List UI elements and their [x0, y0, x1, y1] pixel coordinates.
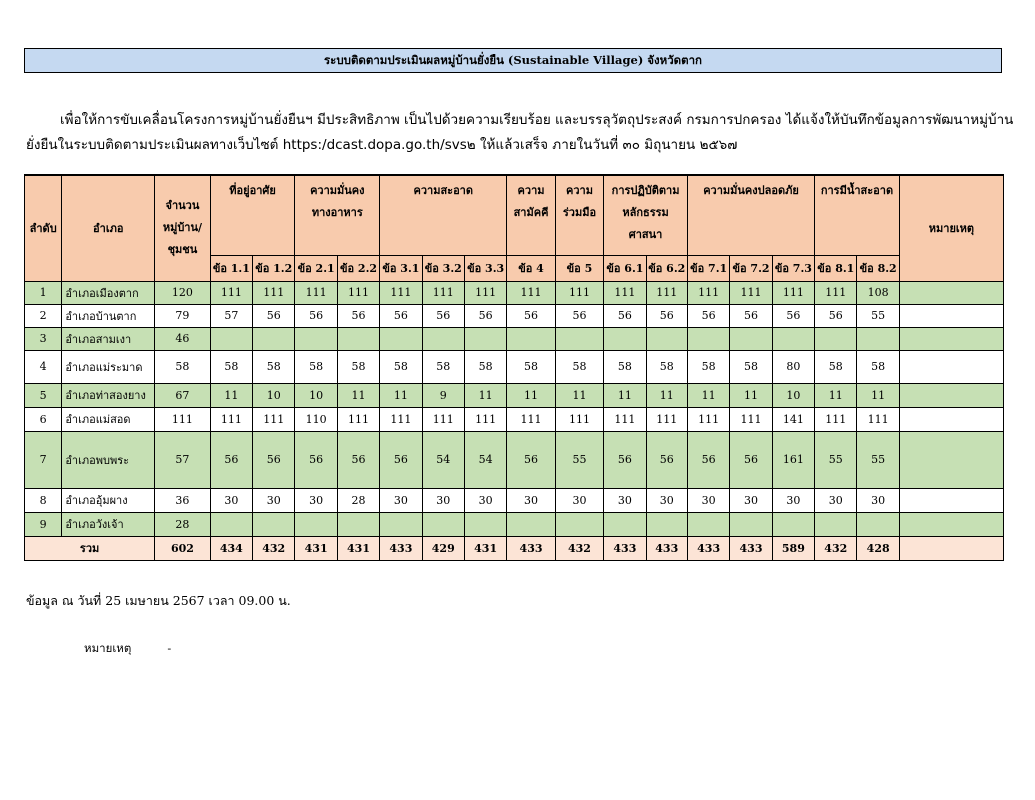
row-value: 11: [210, 383, 252, 407]
header-item: ข้อ 8.2: [857, 255, 899, 281]
row-value: 11: [380, 383, 422, 407]
row-value: [507, 512, 555, 536]
header-item: ข้อ 2.1: [295, 255, 337, 281]
row-value: 11: [337, 383, 379, 407]
table-row: [25, 281, 1004, 304]
total-value: 433: [646, 536, 687, 560]
row-value: 30: [857, 488, 899, 512]
row-value: 56: [730, 304, 772, 327]
row-remark: [899, 512, 1003, 536]
row-villages: 46: [155, 327, 211, 350]
header-group-line: การปฏิบัติตาม: [611, 184, 680, 197]
remark-note: [84, 640, 171, 658]
row-value: 111: [555, 281, 603, 304]
row-value: [772, 512, 814, 536]
total-value: 432: [555, 536, 603, 560]
row-value: [555, 512, 603, 536]
row-district: อำเภอพบพระ: [62, 431, 155, 488]
header-remark: หมายเหตุ: [899, 175, 1003, 281]
row-value: 10: [295, 383, 337, 407]
row-value: 58: [815, 350, 857, 383]
report-title: ระบบติดตามประเมินผลหมู่บ้านยั่งยืน (Sustainable Village) จังหวัดตาก: [24, 48, 1002, 73]
row-value: 141: [772, 407, 814, 431]
row-remark: [899, 281, 1003, 304]
row-villages: 67: [155, 383, 211, 407]
header-group-line: ร่วมมือ: [562, 206, 597, 219]
row-value: [210, 327, 252, 350]
row-value: 56: [772, 304, 814, 327]
total-villages: 602: [155, 536, 211, 560]
header-group-line: ทางอาหาร: [311, 206, 363, 219]
row-value: 57: [210, 304, 252, 327]
header-group-line: ความ: [565, 184, 593, 197]
row-value: 111: [380, 407, 422, 431]
header-district: อำเภอ: [62, 175, 155, 281]
row-value: 111: [772, 281, 814, 304]
row-villages: 111: [155, 407, 211, 431]
row-value: 108: [857, 281, 899, 304]
row-value: 111: [295, 281, 337, 304]
row-value: 111: [646, 281, 687, 304]
row-value: 54: [464, 431, 506, 488]
row-value: 56: [295, 431, 337, 488]
header-item: ข้อ 5: [555, 255, 603, 281]
row-value: 56: [730, 431, 772, 488]
row-value: [687, 327, 729, 350]
row-value: 11: [687, 383, 729, 407]
table-row: [25, 304, 1004, 327]
row-value: 56: [380, 304, 422, 327]
header-item: ข้อ 6.2: [646, 255, 687, 281]
header-group-line: ศาสนา: [628, 228, 663, 241]
row-value: 111: [422, 281, 464, 304]
row-order: 5: [25, 383, 62, 407]
row-value: 56: [687, 304, 729, 327]
row-value: 30: [555, 488, 603, 512]
row-value: 54: [422, 431, 464, 488]
total-value: 431: [464, 536, 506, 560]
row-value: 56: [337, 431, 379, 488]
header-villages-line: จำนวน: [165, 199, 200, 213]
row-remark: [899, 407, 1003, 431]
row-value: [857, 327, 899, 350]
header-item: ข้อ 7.2: [730, 255, 772, 281]
table-row: [25, 431, 1004, 488]
row-order: 7: [25, 431, 62, 488]
row-value: 111: [815, 407, 857, 431]
row-value: [253, 327, 295, 350]
row-district: อำเภอวังเจ้า: [62, 512, 155, 536]
row-value: [730, 327, 772, 350]
row-value: [295, 327, 337, 350]
row-value: 56: [604, 431, 646, 488]
row-value: 11: [857, 383, 899, 407]
row-value: 30: [380, 488, 422, 512]
row-value: 111: [210, 407, 252, 431]
row-value: 56: [422, 304, 464, 327]
total-value: 431: [337, 536, 379, 560]
row-district: อำเภอแม่ระมาด: [62, 350, 155, 383]
header-group: [507, 175, 555, 255]
summary-table: [24, 174, 1004, 561]
row-district: อำเภออุ้มผาง: [62, 488, 155, 512]
row-remark: [899, 383, 1003, 407]
row-district: อำเภอเมืองตาก: [62, 281, 155, 304]
row-value: 30: [253, 488, 295, 512]
row-value: 56: [295, 304, 337, 327]
total-value: 433: [730, 536, 772, 560]
row-value: 56: [337, 304, 379, 327]
row-value: [295, 512, 337, 536]
table-row: [25, 488, 1004, 512]
row-value: 111: [815, 281, 857, 304]
row-order: 8: [25, 488, 62, 512]
total-value: 434: [210, 536, 252, 560]
row-value: 111: [687, 281, 729, 304]
table-row: [25, 407, 1004, 431]
row-value: [380, 512, 422, 536]
row-value: 9: [422, 383, 464, 407]
row-value: 30: [815, 488, 857, 512]
row-value: 10: [253, 383, 295, 407]
row-value: 111: [337, 407, 379, 431]
row-value: 30: [646, 488, 687, 512]
row-value: 58: [253, 350, 295, 383]
row-district: อำเภอสามเงา: [62, 327, 155, 350]
row-remark: [899, 488, 1003, 512]
row-value: 56: [646, 431, 687, 488]
row-remark: [899, 350, 1003, 383]
row-value: 58: [380, 350, 422, 383]
row-value: 56: [380, 431, 422, 488]
row-value: 80: [772, 350, 814, 383]
total-value: 429: [422, 536, 464, 560]
row-value: 55: [555, 431, 603, 488]
header-item: ข้อ 8.1: [815, 255, 857, 281]
row-value: 58: [646, 350, 687, 383]
header-item: ข้อ 1.1: [210, 255, 252, 281]
row-value: [253, 512, 295, 536]
row-value: 30: [604, 488, 646, 512]
header-item: ข้อ 3.3: [464, 255, 506, 281]
header-group-line: ความมั่นคงปลอดภัย: [703, 184, 799, 197]
row-district: อำเภอบ้านตาก: [62, 304, 155, 327]
row-order: 3: [25, 327, 62, 350]
row-district: อำเภอแม่สอด: [62, 407, 155, 431]
row-value: 111: [687, 407, 729, 431]
row-value: 58: [857, 350, 899, 383]
table-row: [25, 383, 1004, 407]
data-timestamp: ข้อมูล ณ วันที่ 25 เมษายน 2567 เวลา 09.00 น.: [26, 593, 291, 608]
header-group: [380, 175, 507, 255]
row-value: [380, 327, 422, 350]
row-value: [815, 512, 857, 536]
row-value: 58: [604, 350, 646, 383]
row-value: 56: [464, 304, 506, 327]
row-value: [604, 512, 646, 536]
row-value: 111: [507, 407, 555, 431]
row-value: [604, 327, 646, 350]
header-item: ข้อ 3.2: [422, 255, 464, 281]
row-villages: 28: [155, 512, 211, 536]
total-value: 433: [604, 536, 646, 560]
row-value: 30: [422, 488, 464, 512]
intro-paragraph: [26, 108, 1014, 158]
total-value: 433: [380, 536, 422, 560]
header-group: [555, 175, 603, 255]
row-value: 56: [555, 304, 603, 327]
row-value: 30: [210, 488, 252, 512]
header-group: [210, 175, 295, 255]
row-value: 56: [815, 304, 857, 327]
table-row: [25, 512, 1004, 536]
row-value: [555, 327, 603, 350]
row-value: 58: [555, 350, 603, 383]
row-villages: 120: [155, 281, 211, 304]
row-value: 111: [210, 281, 252, 304]
intro-line-1: เพื่อให้การขับเคลื่อนโครงการหมู่บ้านยั่งยืนฯ มีประสิทธิภาพ เป็นไปด้วยความเรียบร้อย และบรรลุวัตถุประสงค์ กรมการปกครอง ได้แจ้งให้บันทึกข้อมูลการพัฒนาหมู่บ้าน: [60, 112, 1014, 128]
row-value: [337, 327, 379, 350]
row-value: 111: [857, 407, 899, 431]
row-value: 58: [730, 350, 772, 383]
table-body: [25, 281, 1004, 560]
row-value: [772, 327, 814, 350]
row-value: 110: [295, 407, 337, 431]
row-value: 56: [604, 304, 646, 327]
row-remark: [899, 431, 1003, 488]
row-value: [464, 512, 506, 536]
header-villages: [155, 175, 211, 281]
row-value: 30: [772, 488, 814, 512]
header-group-line: ที่อยู่อาศัย: [229, 184, 276, 197]
header-group-line: ความมั่นคง: [310, 184, 365, 197]
header-item: ข้อ 6.1: [604, 255, 646, 281]
row-order: 2: [25, 304, 62, 327]
row-value: [507, 327, 555, 350]
row-value: 58: [210, 350, 252, 383]
row-value: 10: [772, 383, 814, 407]
header-group-line: สามัคคี: [513, 206, 549, 219]
row-value: 56: [253, 304, 295, 327]
header-group-line: หลักธรรม: [622, 206, 669, 219]
remark-value: -: [167, 641, 172, 655]
row-value: [422, 327, 464, 350]
header-group: [295, 175, 380, 255]
header-group: [604, 175, 688, 255]
row-value: 30: [507, 488, 555, 512]
row-value: 111: [730, 281, 772, 304]
row-value: 55: [857, 431, 899, 488]
row-value: 56: [507, 431, 555, 488]
row-villages: 58: [155, 350, 211, 383]
total-value: 428: [857, 536, 899, 560]
row-value: 111: [337, 281, 379, 304]
header-group-line: การมีน้ำสะอาด: [820, 184, 894, 197]
row-value: 11: [507, 383, 555, 407]
row-value: 30: [687, 488, 729, 512]
remark-label: หมายเหตุ: [84, 641, 132, 655]
row-value: 30: [730, 488, 772, 512]
header-group: [815, 175, 900, 255]
total-label: รวม: [25, 536, 155, 560]
table-row: [25, 350, 1004, 383]
row-value: 55: [815, 431, 857, 488]
header-item: ข้อ 7.3: [772, 255, 814, 281]
row-value: 56: [646, 304, 687, 327]
row-value: [730, 512, 772, 536]
row-value: 111: [604, 407, 646, 431]
total-value: 432: [815, 536, 857, 560]
total-value: 431: [295, 536, 337, 560]
row-order: 6: [25, 407, 62, 431]
header-item: ข้อ 7.1: [687, 255, 729, 281]
row-value: 11: [604, 383, 646, 407]
header-row-groups: [25, 175, 1004, 255]
row-value: 111: [604, 281, 646, 304]
row-value: 30: [295, 488, 337, 512]
row-value: 111: [253, 407, 295, 431]
row-value: [337, 512, 379, 536]
row-value: 58: [295, 350, 337, 383]
row-value: 58: [422, 350, 464, 383]
row-value: [464, 327, 506, 350]
total-value: 433: [507, 536, 555, 560]
row-value: 161: [772, 431, 814, 488]
header-group-line: ความ: [517, 184, 545, 197]
row-value: 58: [507, 350, 555, 383]
row-order: 9: [25, 512, 62, 536]
row-value: [646, 512, 687, 536]
row-value: 56: [687, 431, 729, 488]
row-value: 111: [253, 281, 295, 304]
row-value: 56: [253, 431, 295, 488]
header-item: ข้อ 4: [507, 255, 555, 281]
row-value: [857, 512, 899, 536]
row-value: [687, 512, 729, 536]
row-value: 111: [380, 281, 422, 304]
row-value: 55: [857, 304, 899, 327]
row-value: 28: [337, 488, 379, 512]
header-order: ลำดับ: [25, 175, 62, 281]
row-value: 58: [337, 350, 379, 383]
row-value: 56: [210, 431, 252, 488]
row-value: 111: [464, 407, 506, 431]
row-villages: 36: [155, 488, 211, 512]
total-remark: [899, 536, 1003, 560]
row-value: 11: [646, 383, 687, 407]
total-row: [25, 536, 1004, 560]
row-value: [815, 327, 857, 350]
row-value: 111: [646, 407, 687, 431]
table-row: [25, 327, 1004, 350]
header-item: ข้อ 3.1: [380, 255, 422, 281]
row-value: 111: [730, 407, 772, 431]
row-remark: [899, 327, 1003, 350]
row-value: 11: [464, 383, 506, 407]
row-value: 111: [555, 407, 603, 431]
header-villages-line: หมู่บ้าน/: [162, 221, 203, 235]
row-villages: 57: [155, 431, 211, 488]
row-value: 11: [815, 383, 857, 407]
row-remark: [899, 304, 1003, 327]
row-value: [422, 512, 464, 536]
row-value: 58: [687, 350, 729, 383]
row-order: 4: [25, 350, 62, 383]
row-value: 11: [730, 383, 772, 407]
row-villages: 79: [155, 304, 211, 327]
header-group: [687, 175, 814, 255]
row-district: อำเภอท่าสองยาง: [62, 383, 155, 407]
row-value: 56: [507, 304, 555, 327]
row-value: 11: [555, 383, 603, 407]
header-villages-line: ชุมชน: [167, 243, 198, 257]
total-value: 432: [253, 536, 295, 560]
row-value: [210, 512, 252, 536]
row-value: 111: [464, 281, 506, 304]
row-value: 111: [507, 281, 555, 304]
header-item: ข้อ 2.2: [337, 255, 379, 281]
header-item: ข้อ 1.2: [253, 255, 295, 281]
row-order: 1: [25, 281, 62, 304]
total-value: 433: [687, 536, 729, 560]
row-value: 58: [464, 350, 506, 383]
table-header: [25, 175, 1004, 281]
header-group-line: ความสะอาด: [413, 184, 473, 197]
row-value: [646, 327, 687, 350]
total-value: 589: [772, 536, 814, 560]
row-value: 111: [422, 407, 464, 431]
intro-line-2: ยั่งยืนในระบบติดตามประเมินผลทางเว็บไซต์ https:/dcast.dopa.go.th/svs๒ ให้แล้วเสร็จ ภายในวันที่ ๓๐ มิถุนายน ๒๕๖๗: [26, 137, 738, 153]
row-value: 30: [464, 488, 506, 512]
